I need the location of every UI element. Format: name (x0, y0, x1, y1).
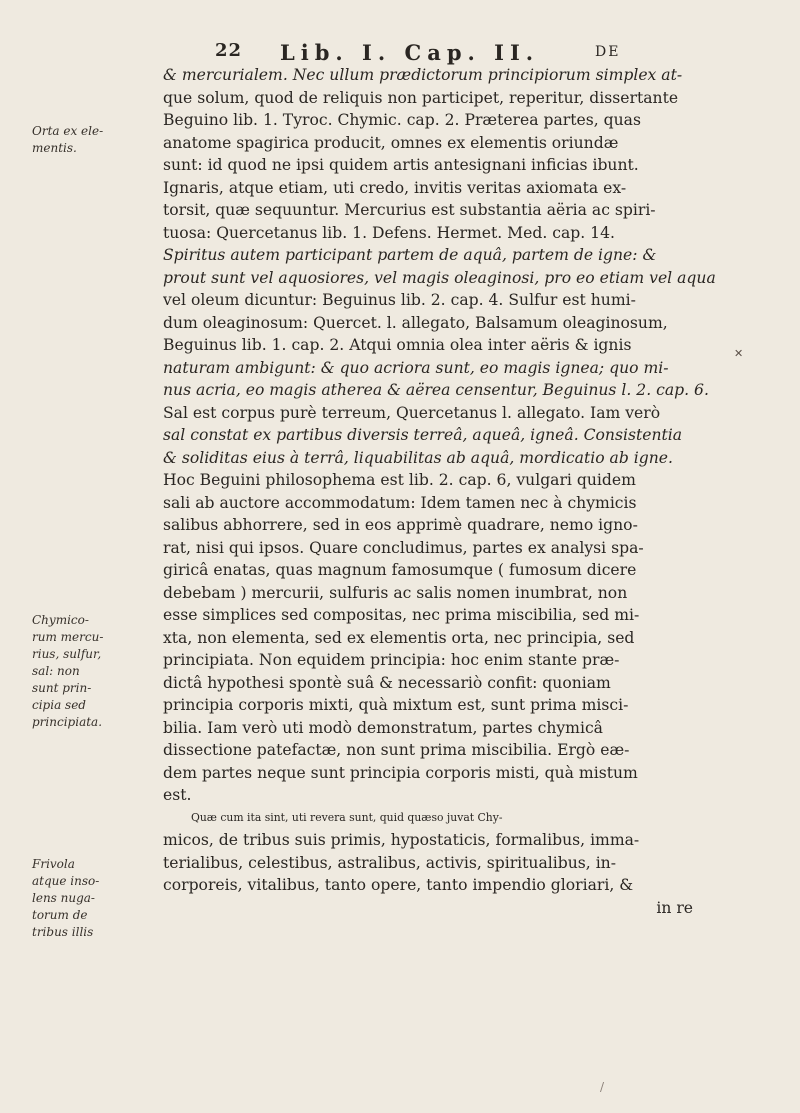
marginal-line: Chymico- (32, 613, 89, 627)
running-head: Lib. I. Cap. II. (280, 40, 540, 65)
text-line: debebam ) mercurii, sulfuris ac salis nomen inumbrat, non (163, 583, 628, 602)
text-line: Quæ cum ita sint, uti revera sunt, quid quæso juvat Chy- (191, 810, 503, 824)
text-line: & soliditas eius à terrâ, liquabilitas ab aquâ, mordicatio ab igne. (163, 448, 673, 467)
text-line: torsit, quæ sequuntur. Mercurius est substantia aëria ac spiri- (163, 201, 656, 219)
text-line: que solum, quod de reliquis non participet, reperitur, dissertante (163, 88, 679, 107)
text-line: bilia. Iam verò uti modò demonstratum, partes chymicâ (163, 718, 603, 737)
marginal-line: rius, sulfur, (32, 647, 102, 661)
text-line: salibus abhorrere, sed in eos apprimè quadrare, nemo igno- (163, 516, 638, 534)
text-line: Beguinus lib. 1. cap. 2. Atqui omnia olea inter aëris & ignis (163, 336, 632, 354)
text-line: anatome spagirica producit, omnes ex elementis oriundæ (163, 133, 619, 152)
text-line: giricâ enatas, quas magnum famosumque ( fumosum dicere (163, 561, 637, 579)
text-line: sal constat ex partibus diversis terreâ, aqueâ, igneâ. Consistentia (163, 426, 683, 444)
marginal-line: atque inso- (32, 874, 100, 888)
marginal-line: sal: non (32, 664, 80, 678)
marginal-line: sunt prin- (32, 681, 92, 695)
body-text (163, 64, 723, 919)
text-line: tuosa: Quercetanus lib. 1. Defens. Hermet. Med. cap. 14. (163, 223, 615, 242)
text-line: dictâ hypothesi spontè suâ & necessariò confit: quoniam (163, 673, 611, 692)
text-line: principia corporis mixti, quà mixtum est, sunt prima misci- (163, 696, 629, 714)
text-line: est. (163, 786, 192, 804)
marginal-line: rum mercu- (32, 630, 104, 644)
marginal-line: torum de (32, 908, 88, 922)
text-line: Sal est corpus purè terreum, Quercetanus l. allegato. Iam verò (163, 403, 661, 422)
text-line: xta, non elementa, sed ex elementis orta, nec principia, sed (163, 628, 635, 647)
marginal-note-2 (32, 612, 152, 731)
marginal-line: Frivola (32, 857, 75, 871)
text-line: corporeis, vitalibus, tanto opere, tanto impendio gloriari, & (163, 876, 634, 894)
text-line: Beguino lib. 1. Tyroc. Chymic. cap. 2. Præterea partes, quas (163, 111, 641, 129)
page-number: 22 (215, 40, 243, 61)
marginal-line: cipia sed (32, 698, 86, 712)
text-line: rat, nisi qui ipsos. Quare concludimus, partes ex analysi spa- (163, 538, 644, 557)
header-catchword: DE (595, 44, 621, 60)
print-speck-mark: ✕ (734, 347, 744, 360)
text-line: sunt: id quod ne ipsi quidem artis antesignani inficias ibunt. (163, 156, 639, 174)
marginal-line: lens nuga- (32, 891, 95, 905)
marginal-line: mentis. (32, 141, 77, 155)
marginal-line: Orta ex ele- (32, 124, 104, 138)
text-line: Ignaris, atque etiam, uti credo, invitis veritas axiomata ex- (163, 178, 627, 197)
text-line: terialibus, celestibus, astralibus, activis, spiritualibus, in- (163, 853, 616, 872)
text-line: dum oleaginosum: Quercet. l. allegato, Balsamum oleaginosum, (163, 313, 668, 332)
text-line: dissectione patefactæ, non sunt prima miscibilia. Ergò eæ- (163, 741, 630, 759)
text-line: Hoc Beguini philosophema est lib. 2. cap. 6, vulgari quidem (163, 471, 636, 489)
text-line: micos, de tribus suis primis, hypostaticis, formalibus, imma- (163, 831, 640, 849)
text-line: naturam ambigunt: & quo acriora sunt, eo magis ignea; quo mi- (163, 358, 669, 377)
paper-blemish-mark: / (600, 1080, 605, 1094)
marginal-note-1 (32, 123, 152, 157)
catchword: in re (656, 898, 693, 917)
text-line: dem partes neque sunt principia corporis misti, quà mistum (163, 763, 638, 782)
text-line: nus acria, eo magis atherea & aërea censentur, Beguinus l. 2. cap. 6. (163, 381, 709, 399)
text-line: sali ab auctore accommodatum: Idem tamen nec à chymicis (163, 493, 637, 512)
text-line: & mercurialem. Nec ullum prædictorum principiorum simplex at- (163, 66, 683, 84)
marginal-line: tribus illis (32, 925, 94, 939)
marginal-line: principiata. (32, 715, 103, 729)
text-line: Spiritus autem participant partem de aquâ, partem de igne: & (163, 246, 657, 264)
text-line: prout sunt vel aquosiores, vel magis oleaginosi, pro eo etiam vel aqua (163, 268, 716, 287)
marginal-note-3 (32, 856, 152, 941)
text-line: principiata. Non equidem principia: hoc enim stante præ- (163, 651, 620, 669)
text-line: vel oleum dicuntur: Beguinus lib. 2. cap. 4. Sulfur est humi- (163, 291, 636, 309)
text-line: esse simplices sed compositas, nec prima miscibilia, sed mi- (163, 606, 640, 624)
